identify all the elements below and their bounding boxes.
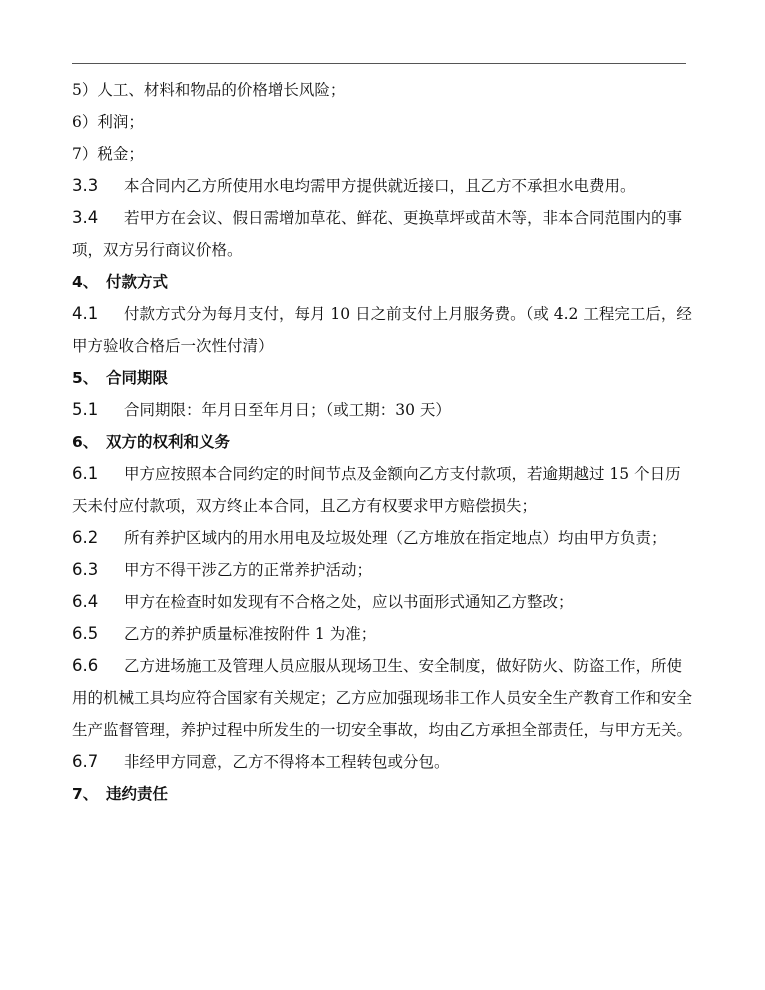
clause-text: 付款方式分为每月支付，每月 10 日之前支付上月服务费。（或 4.2 工程完工后，经甲方验收合格后一次性付清） [72, 305, 692, 355]
document-body [72, 74, 694, 810]
clause-6-5 [72, 618, 694, 650]
section-heading-4 [72, 266, 694, 298]
clause-6-4 [72, 586, 694, 618]
section-title: 付款方式 [106, 273, 169, 291]
cost-item-7: 7）税金； [72, 145, 144, 163]
section-number: 4、 [72, 273, 99, 291]
clause-text: 若甲方在会议、假日需增加草花、鲜花、更换草坪或苗木等，非本合同范围内的事项，双方另行商议价格。 [72, 209, 683, 259]
clause-number: 3.4 [72, 208, 99, 227]
clause-text: 合同期限：年月日至年月日；（或工期：30 天） [124, 401, 451, 419]
clause-3-3 [72, 170, 694, 202]
clause-6-1 [72, 458, 694, 522]
clause-number: 6.5 [72, 624, 99, 643]
clause-number: 4.1 [72, 304, 99, 323]
clause-text: 非经甲方同意，乙方不得将本工程转包或分包。 [124, 753, 450, 771]
section-title: 双方的权利和义务 [106, 433, 231, 451]
clause-3-4 [72, 202, 694, 266]
clause-number: 3.3 [72, 176, 99, 195]
section-number: 7、 [72, 785, 99, 803]
clause-number: 6.4 [72, 592, 99, 611]
section-title: 违约责任 [106, 785, 169, 803]
section-heading-7 [72, 778, 694, 810]
clause-text: 甲方在检查时如发现有不合格之处，应以书面形式通知乙方整改； [124, 593, 574, 611]
clause-number: 6.3 [72, 560, 99, 579]
clause-number: 6.1 [72, 464, 99, 483]
clause-number: 5.1 [72, 400, 99, 419]
cost-item-5: 5）人工、材料和物品的价格增长风险； [72, 81, 346, 99]
section-title: 合同期限 [106, 369, 169, 387]
clause-text: 所有养护区域内的用水用电及垃圾处理（乙方堆放在指定地点）均由甲方负责； [124, 529, 667, 547]
section-number: 6、 [72, 433, 99, 451]
clause-text: 乙方的养护质量标准按附件 1 为准； [124, 625, 377, 643]
section-heading-6 [72, 426, 694, 458]
cost-item-6: 6）利润； [72, 113, 144, 131]
clause-6-2 [72, 522, 694, 554]
clause-6-7 [72, 746, 694, 778]
clause-number: 6.2 [72, 528, 99, 547]
section-number: 5、 [72, 369, 99, 387]
clause-text: 甲方不得干涉乙方的正常养护活动； [124, 561, 373, 579]
header-rule [72, 63, 686, 64]
section-heading-5 [72, 362, 694, 394]
clause-text: 乙方进场施工及管理人员应服从现场卫生、安全制度，做好防火、防盗工作，所使用的机械工具均应符合国家有关规定；乙方应加强现场非工作人员安全生产教育工作和安全生产监督管理，养护过程中所发生的一切安全事故，均由乙方承担全部责任，与甲方无关。 [72, 657, 693, 739]
clause-5-1 [72, 394, 694, 426]
clause-number: 6.7 [72, 752, 99, 771]
clause-6-3 [72, 554, 694, 586]
clause-text: 本合同内乙方所使用水电均需甲方提供就近接口，且乙方不承担水电费用。 [124, 177, 636, 195]
clause-6-6 [72, 650, 694, 746]
clause-4-1 [72, 298, 694, 362]
clause-number: 6.6 [72, 656, 99, 675]
clause-text: 甲方应按照本合同约定的时间节点及金额向乙方支付款项，若逾期越过 15 个日历天未付应付款项，双方终止本合同，且乙方有权要求甲方赔偿损失； [72, 465, 681, 515]
